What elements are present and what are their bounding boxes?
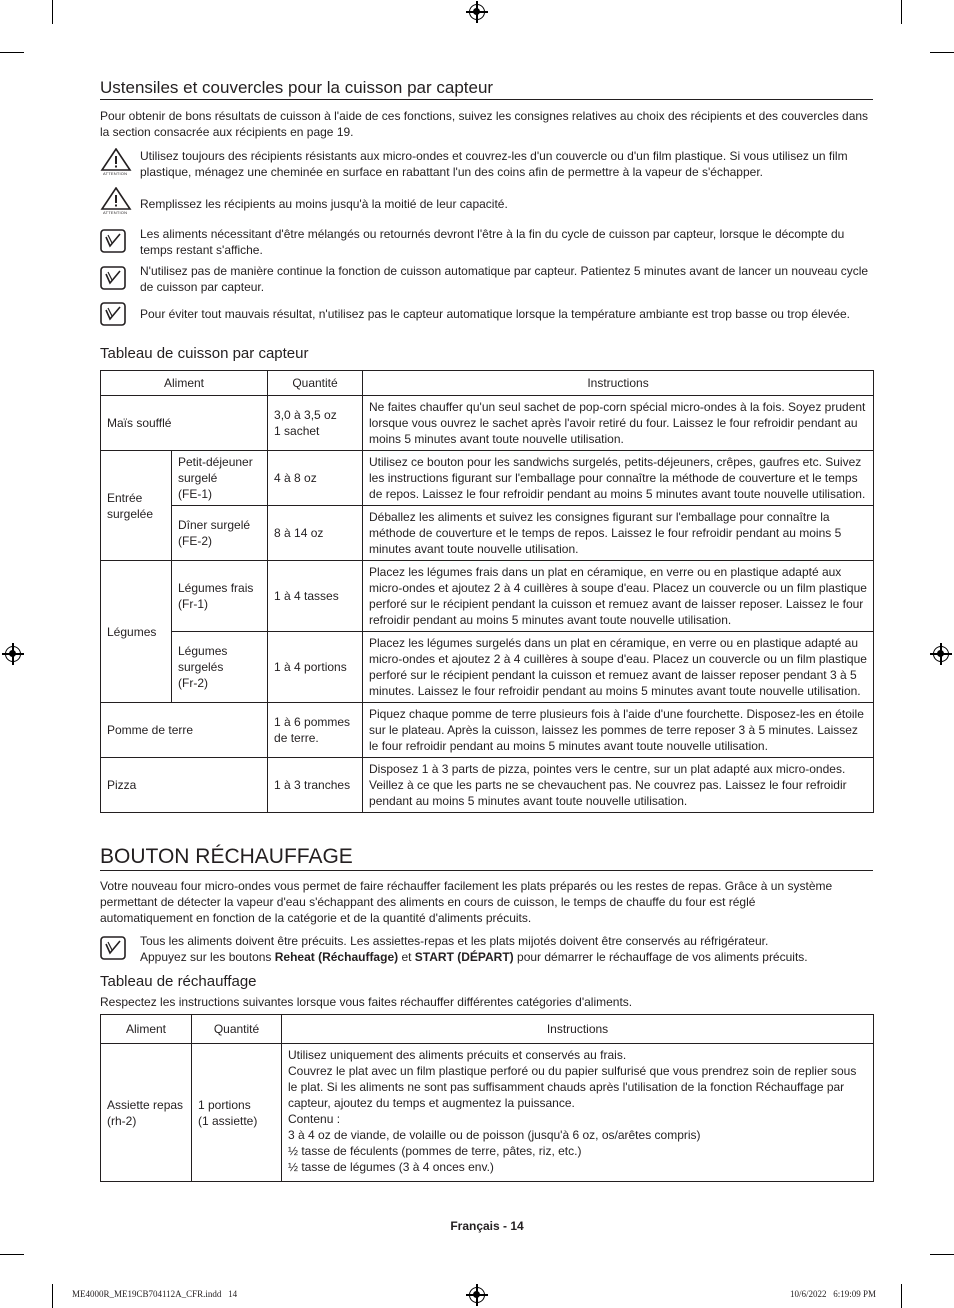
crop-mark [930, 1254, 954, 1255]
reheat-table [100, 1014, 874, 1182]
instruction-cell [282, 1044, 874, 1182]
instruction-line: Contenu : [288, 1112, 341, 1126]
section-heading: BOUTON RÉCHAUFFAGE [100, 845, 353, 868]
note-text: N'utilisez pas de manière continue la fonction de cuisson automatique par capteur. Patientez 5 minutes avant de lancer un nouveau cycle de cuisson par capteur. [140, 264, 869, 294]
note-item [100, 933, 880, 967]
registration-mark-icon [5, 646, 21, 662]
note-line: Tous les aliments doivent être précuits. Les assiettes-repas et les plats mijotés doivent être conservés au réfrigérateur. [140, 934, 769, 948]
note-text: Pour éviter tout mauvais résultat, n'utilisez pas le capteur automatique lorsque la température ambiante est trop basse ou trop élevée. [140, 307, 851, 321]
warning-text: Utilisez toujours des récipients résistants aux micro-ondes et couvrez-les d'un couvercle ou d'un film plastique. Si vous utilisez un film plastique, ménagez une cheminée en surface en rabattant l'un des coins afin de permettre à la vapeur de s'échapper. [140, 149, 848, 179]
column-header: Aliment [101, 1015, 192, 1044]
table-row [101, 506, 874, 561]
instruction-line: ½ tasse de féculents (pommes de terre, pâtes, riz, etc.) [288, 1144, 582, 1158]
heading-rule [100, 870, 873, 871]
food-cell: Assiette repas (rh-2) [101, 1044, 192, 1182]
table-row [101, 451, 874, 506]
table-title: Tableau de cuisson par capteur [100, 345, 309, 362]
warning-icon [100, 148, 132, 176]
warning-item [100, 187, 880, 217]
instruction-line: 3 à 4 oz de viande, de volaille ou de poisson (jusqu'à 6 oz, os/arêtes compris) [288, 1128, 701, 1142]
food-cell: Légumes frais (Fr-1) [172, 561, 268, 632]
note-item [100, 263, 880, 297]
food-cell: Dîner surgelé (FE-2) [172, 506, 268, 561]
table-header-row [101, 1015, 874, 1044]
crop-mark [901, 1284, 902, 1308]
table-subtitle: Respectez les instructions suivantes lorsque vous faites réchauffer différentes catégories d'aliments. [100, 995, 633, 1009]
food-cell: Pomme de terre [101, 703, 268, 758]
instruction-cell: Placez les légumes frais dans un plat en céramique, en verre ou en plastique adapté aux micro-ondes et ajoutez 2 à 4 cuillères à soupe d'eau. Placez un couvercle ou un film plastique perforé sur le récipient pendant la cuisson et remuez avant de laisser reposer. Laissez le four refroidir pendant au moins 5 minutes avant toute nouvelle utilisation. [363, 561, 874, 632]
column-header: Quantité [192, 1015, 282, 1044]
intro-paragraph: Votre nouveau four micro-ondes vous permet de faire réchauffer facilement les plats préparés ou les restes de repas. Grâce à un système permettant de détecter la vapeur d'eau s'échappant des aliments en cours de cuisson, le temps de chauffe du four est réglé automatiquement en fonction de la catégorie et de la quantité d'aliments précuits. [100, 879, 833, 925]
quantity-cell: 1 à 4 portions [268, 632, 363, 703]
quantity-cell: 1 à 6 pommes de terre. [268, 703, 363, 758]
table-row [101, 632, 874, 703]
sensor-cooking-table [100, 370, 874, 813]
crop-mark [0, 52, 24, 53]
instruction-cell: Utilisez ce bouton pour les sandwichs surgelés, petits-déjeuners, crêpes, gaufres etc. Suivez les instructions figurant sur l'emballage pour connaître la méthode de couverture et le temps de repos. Laissez le four refroidir pendant au moins 5 minutes avant toute nouvelle utilisation. [363, 451, 874, 506]
table-row [101, 758, 874, 813]
note-text-part: Appuyez sur les boutons [140, 950, 275, 964]
instruction-cell: Disposez 1 à 3 parts de pizza, pointes vers le centre, sur un plat adapté aux micro-ondes. Veillez à ce que les parts ne se chevauchent pas. Ne couvrez pas. Laissez le four refroidir pendant au moins 5 minutes avant toute nouvelle utilisation. [363, 758, 874, 813]
heading-rule [100, 99, 873, 100]
food-cell: Petit-déjeuner surgelé (FE-1) [172, 451, 268, 506]
print-timestamp: 10/6/2022 6:19:09 PM [790, 1289, 877, 1299]
section-heading: Ustensiles et couvercles pour la cuisson par capteur [100, 78, 494, 97]
file-name: ME4000R_ME19CB704112A_CFR.indd 14 [72, 1289, 238, 1299]
page-number: Français - 14 [450, 1219, 524, 1233]
column-header: Instructions [363, 371, 874, 396]
warning-item [100, 148, 880, 182]
quantity-cell: 3,0 à 3,5 oz 1 sachet [268, 396, 363, 451]
food-cell: Légumes surgelés (Fr-2) [172, 632, 268, 703]
warning-label: ATTENTION [103, 210, 128, 215]
quantity-cell: 8 à 14 oz [268, 506, 363, 561]
registration-mark-icon [469, 4, 485, 20]
warning-icon [100, 187, 132, 215]
food-cell: Pizza [101, 758, 268, 813]
crop-mark [930, 52, 954, 53]
note-text [140, 933, 880, 965]
note-text-part: et [398, 950, 415, 964]
note-pencil-icon [100, 229, 132, 257]
note-pencil-icon [100, 266, 132, 294]
table-row [101, 703, 874, 758]
start-button-label: START (DÉPART) [414, 950, 514, 964]
table-row [101, 396, 874, 451]
intro-paragraph: Pour obtenir de bons résultats de cuisson à l'aide de ces fonctions, suivez les consignes relatives au choix des récipients et des couvercles dans la section consacrée aux récipients en page 19. [100, 109, 869, 139]
registration-mark-icon [469, 1287, 485, 1303]
table-header-row [101, 371, 874, 396]
instruction-cell: Déballez les aliments et suivez les consignes figurant sur l'emballage pour connaître la méthode de couverture et le temps de repos. Laissez le four refroidir pendant au moins 5 minutes avant toute nouvelle utilisation. [363, 506, 874, 561]
note-item [100, 302, 880, 330]
crop-mark [52, 1284, 53, 1308]
note-pencil-icon [100, 302, 132, 330]
quantity-cell: 1 à 4 tasses [268, 561, 363, 632]
registration-mark-icon [933, 646, 949, 662]
column-header: Quantité [268, 371, 363, 396]
table-row [101, 561, 874, 632]
instruction-cell: Piquez chaque pomme de terre plusieurs fois à l'aide d'une fourchette. Disposez-les en étoile sur le plateau. Après la cuisson, laissez les pommes de terre reposer 3 à 5 minutes. Laissez le four refroidir pendant au moins 5 minutes avant toute nouvelle utilisation. [363, 703, 874, 758]
quantity-cell: 1 portions (1 assiette) [192, 1044, 282, 1182]
crop-mark [901, 0, 902, 24]
note-pencil-icon [100, 936, 132, 964]
table-row [101, 1044, 874, 1182]
instruction-line: Utilisez uniquement des aliments précuits et conservés au frais. [288, 1048, 627, 1062]
note-text-part: pour démarrer le réchauffage de vos aliments précuits. [513, 950, 808, 964]
column-header: Aliment [101, 371, 268, 396]
column-header: Instructions [282, 1015, 874, 1044]
warning-label: ATTENTION [103, 171, 128, 176]
quantity-cell: 1 à 3 tranches [268, 758, 363, 813]
food-group-cell: Entrée surgelée [101, 451, 172, 561]
instruction-cell: Placez les légumes surgelés dans un plat en céramique, en verre ou en plastique adapté au micro-ondes et ajoutez 2 à 4 cuillères à soupe d'eau. Placez un couvercle ou un film plastique perforé sur le récipient pendant la cuisson et remuez avant de laisser reposer pendant 3 à 5 minutes. Laissez le four refroidir pendant au moins 5 minutes avant toute nouvelle utilisation. [363, 632, 874, 703]
crop-mark [52, 0, 53, 24]
warning-text: Remplissez les récipients au moins jusqu'à la moitié de leur capacité. [140, 197, 508, 211]
instruction-line: ½ tasse de légumes (3 à 4 onces env.) [288, 1160, 494, 1174]
food-cell: Maïs soufflé [101, 396, 268, 451]
instruction-cell: Ne faites chauffer qu'un seul sachet de pop-corn spécial micro-ondes à la fois. Soyez prudent lorsque vous ouvrez le sachet après l'avoir retiré du four. Laissez le four refroidir pendant au moins 5 minutes avant toute nouvelle utilisation. [363, 396, 874, 451]
crop-mark [0, 1254, 24, 1255]
note-item [100, 226, 880, 260]
table-title: Tableau de réchauffage [100, 973, 257, 990]
note-line [140, 949, 880, 965]
reheat-button-label: Reheat (Réchauffage) [274, 950, 399, 964]
instruction-line: Couvrez le plat avec un film plastique perforé ou du papier sulfurisé que vous prendrez soin de replier sous le plat. Si les aliments ne sont pas suffisamment chauds après l'utilisation de la fonction Réchauffage par capteur, ajoutez du temps et augmentez la puissance. [288, 1064, 857, 1110]
note-text: Les aliments nécessitant d'être mélangés ou retournés devront l'être à la fin du cycle de cuisson par capteur, lorsque le décompte du temps restant s'affiche. [140, 227, 845, 257]
quantity-cell: 4 à 8 oz [268, 451, 363, 506]
food-group-cell: Légumes [101, 561, 172, 703]
